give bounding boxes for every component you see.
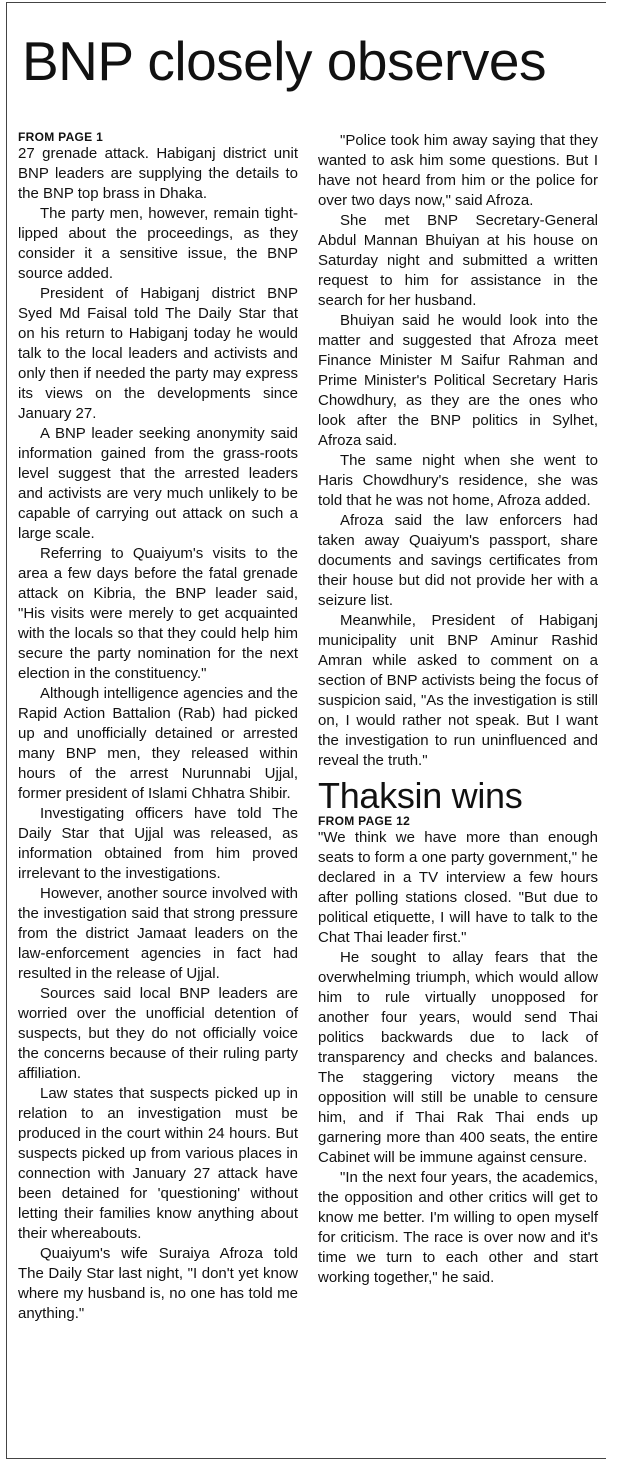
article-paragraph: Referring to Quaiyum's visits to the area a few days before the fatal grenade attack on Kibria, the BNP leader said, "His visits were merely to get acquainted with the locals so that they could help him secure the party nomination for the next election in the constituency." bbox=[18, 545, 298, 682]
article-column-left bbox=[18, 131, 298, 1324]
article-headline: BNP closely observes bbox=[22, 30, 546, 92]
article-paragraph: The party men, however, remain tight-lipped about the proceedings, as they consider it a sensitive issue, the BNP source added. bbox=[18, 205, 298, 282]
article-paragraph: The same night when she went to Haris Chowdhury's residence, she was told that he was not home, Afroza added. bbox=[318, 452, 598, 509]
article-paragraph: Bhuiyan said he would look into the matter and suggested that Afroza meet Finance Minister M Saifur Rahman and Prime Minister's Political Secretary Haris Chowdhury, as they are the ones who look after the BNP politics in Sylhet, Afroza said. bbox=[318, 312, 598, 449]
article-paragraph: Investigating officers have told The Daily Star that Ujjal was released, as information obtained from him proved irrelevant to the investigations. bbox=[18, 805, 298, 882]
article-paragraph: President of Habiganj district BNP Syed Md Faisal told The Daily Star that on his return to Habiganj today he would talk to the local leaders and activists and only then if needed the party may express its views on the developments since January 27. bbox=[18, 285, 298, 422]
left-rule bbox=[6, 2, 7, 1458]
article-column-right bbox=[318, 131, 598, 1288]
second-article-paragraph: "In the next four years, the academics, the opposition and other critics will get to know me better. I'm willing to open myself for criticism. The race is over now and it's time we turn to each other and start working together," he said. bbox=[318, 1169, 598, 1286]
article-paragraph: Afroza said the law enforcers had taken away Quaiyum's passport, share documents and savings certificates from their house but did not provide her with a seizure list. bbox=[318, 512, 598, 609]
article-paragraph: Law states that suspects picked up in relation to an investigation must be produced in the court within 24 hours. But suspects picked up from various places in connection with January 27 attack have been detained for 'questioning' without letting their families know anything about their whereabouts. bbox=[18, 1085, 298, 1242]
article-paragraph: "Police took him away saying that they wanted to ask him some questions. But I have not heard from him or the police for over two days now," said Afroza. bbox=[318, 132, 598, 209]
article-paragraph: Quaiyum's wife Suraiya Afroza told The Daily Star last night, "I don't yet know where my husband is, no one has told me anything." bbox=[18, 1245, 298, 1322]
article-paragraph: However, another source involved with the investigation said that strong pressure from the district Jamaat leaders on the law-enforcement agencies in fact had resulted in the release of Ujjal. bbox=[18, 885, 298, 982]
top-rule bbox=[6, 2, 606, 3]
article-paragraph: Sources said local BNP leaders are worried over the unofficial detention of suspects, but they do not officially voice the concerns because of their ruling party affiliation. bbox=[18, 985, 298, 1082]
article-paragraph: She met BNP Secretary-General Abdul Mannan Bhuiyan at his house on Saturday night and submitted a written request to him for assistance in the search for her husband. bbox=[318, 212, 598, 309]
second-article-paragraph: "We think we have more than enough seats to form a one party government," he declared in a TV interview a few hours after polling stations closed. "But due to political etiquette, I will have to talk to the Chat Thai leader first." bbox=[318, 829, 598, 946]
article-kicker: FROM PAGE 1 bbox=[18, 130, 104, 144]
article-paragraph: Although intelligence agencies and the Rapid Action Battalion (Rab) had picked up and unofficially detained or arrested many BNP men, they released within hours of the arrest Nurunnabi Ujjal, former president of Islami Chhatra Shibir. bbox=[18, 685, 298, 802]
article-paragraph: Meanwhile, President of Habiganj municipality unit BNP Aminur Rashid Amran while asked to comment on a section of BNP activists being the focus of suspicion said, "As the investigation is still on, I would rather not speak. But I want the investigation to run uninfluenced and reveal the truth." bbox=[318, 612, 598, 769]
article-paragraph: A BNP leader seeking anonymity said information gained from the grass-roots level suggest that the arrested leaders and activists are very much unlikely to be capable of carrying out attack on such a large scale. bbox=[18, 425, 298, 542]
bottom-rule bbox=[6, 1458, 606, 1459]
second-article-headline: Thaksin wins bbox=[318, 775, 523, 816]
article-paragraph: 27 grenade attack. Habiganj district unit BNP leaders are supplying the details to the BNP top brass in Dhaka. bbox=[18, 145, 298, 202]
second-article-paragraph: He sought to allay fears that the overwhelming triumph, which would allow him to rule virtually unopposed for another four years, would send Thai politics backwards due to lack of transparency and checks and balances. The staggering victory means the opposition will still be unable to censure him, and if Thai Rak Thai ends up garnering more than 400 seats, the entire Cabinet will be immune against censure. bbox=[318, 949, 598, 1166]
second-article-kicker: FROM PAGE 12 bbox=[318, 814, 411, 828]
